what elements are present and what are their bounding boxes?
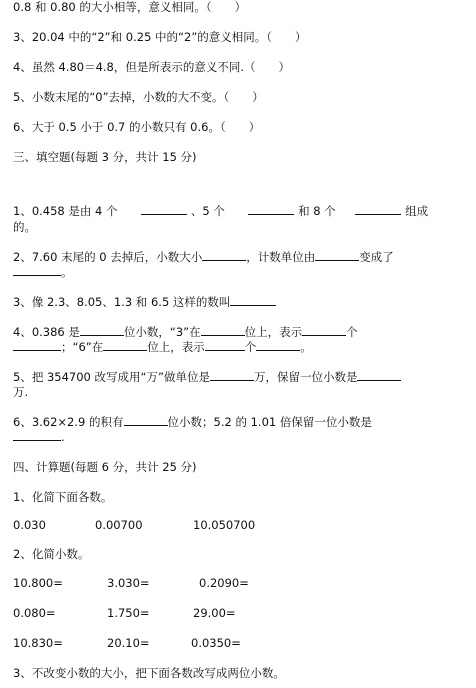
judge-question-2: 0.8 和 0.80 的大小相等，意义相同。（ ） [13, 0, 247, 14]
fill-q4-text-g: 个 [244, 340, 257, 354]
calc-q2-r1-c1: 10.800= [13, 576, 63, 590]
fill-q2-text-d: 。 [61, 265, 73, 279]
fill-q6-text-a: 6、3.62×2.9 的积有 [13, 415, 124, 429]
calc-q2-r2-c3: 29.00= [193, 606, 236, 620]
fill-q5-blank-2[interactable] [357, 370, 401, 381]
fill-q2-blank-1[interactable] [202, 250, 246, 261]
judge-question-5: 5、小数末尾的“0”去掉，小数的大不变。（ ） [13, 90, 264, 104]
fill-question-5 [13, 370, 401, 384]
calc-q2-r3-c1: 10.830= [13, 636, 63, 650]
fill-q1-blank-1[interactable] [141, 204, 187, 215]
fill-q6-blank-1[interactable] [124, 415, 168, 426]
section-title-calc: 四、计算题(每题 6 分，共计 25 分) [13, 460, 197, 474]
fill-q1-text-b: 、5 个 [190, 204, 225, 218]
fill-q5-text-a: 5、把 354700 改写成用“万”做单位是 [13, 370, 210, 384]
fill-q6-text-c: . [61, 430, 65, 444]
fill-q4-blank-4[interactable] [13, 340, 61, 351]
fill-question-6 [13, 415, 372, 429]
fill-q4-text-e: ；“6”在 [61, 340, 104, 354]
fill-q6-text-b: 位小数；5.2 的 1.01 倍保留一位小数是 [167, 415, 372, 429]
calc-question-2-label: 2、化简小数。 [13, 547, 90, 561]
calc-q2-r2-c2: 1.750= [107, 606, 150, 620]
section-title-fill: 三、填空题(每题 3 分，共计 15 分) [13, 150, 197, 164]
fill-q4-blank-2[interactable] [201, 325, 245, 336]
calc-q1-item-2: 0.00700 [95, 518, 143, 532]
judge-question-6: 6、大于 0.5 小于 0.7 的小数只有 0.6。（ ） [13, 120, 261, 134]
fill-question-2 [13, 250, 394, 264]
fill-q2-blank-3[interactable] [13, 265, 61, 276]
calc-question-1-label: 1、化简下面各数。 [13, 490, 113, 504]
fill-q4-text-d: 个 [346, 325, 358, 339]
fill-question-3 [13, 295, 276, 309]
fill-q5-text-b: 万，保留一位小数是 [253, 370, 358, 384]
fill-q4-text-f: 位上，表示 [147, 340, 205, 354]
fill-q4-blank-5[interactable] [103, 340, 147, 351]
fill-q4-blank-6[interactable] [205, 340, 245, 351]
judge-question-4: 4、虽然 4.80＝4.8，但是所表示的意义不同.（ ） [13, 60, 291, 74]
calc-q2-r1-c2: 3.030= [107, 576, 150, 590]
fill-q1-text-c: 和 8 个 [298, 204, 336, 218]
fill-question-4-cont [13, 340, 312, 354]
fill-q5-blank-1[interactable] [210, 370, 254, 381]
fill-q4-text-a: 4、0.386 是 [13, 325, 80, 339]
fill-q4-blank-1[interactable] [80, 325, 124, 336]
fill-question-5-cont: 万. [13, 385, 29, 399]
calc-q2-r3-c3: 0.0350= [191, 636, 241, 650]
calc-q1-item-3: 10.050700 [193, 518, 256, 532]
fill-question-2-cont [13, 265, 73, 279]
fill-question-1 [13, 204, 428, 218]
fill-q1-blank-3[interactable] [355, 204, 401, 215]
judge-question-3: 3、20.04 中的“2”和 0.25 中的“2”的意义相同。（ ） [13, 30, 307, 44]
calc-q2-r1-c3: 0.2090= [199, 576, 249, 590]
fill-q2-text-a: 2、7.60 末尾的 0 去掉后，小数大小 [13, 250, 203, 264]
fill-q1-text-d: 组成 [405, 204, 429, 218]
calc-q2-r3-c2: 20.10= [107, 636, 150, 650]
calc-q2-r2-c1: 0.080= [13, 606, 56, 620]
fill-q4-blank-7[interactable] [256, 340, 300, 351]
fill-q6-blank-2[interactable] [13, 430, 61, 441]
fill-q1-text-a: 1、0.458 是由 4 个 [13, 204, 118, 218]
fill-q3-text-a: 3、像 2.3、8.05、1.3 和 6.5 这样的数叫 [13, 295, 231, 309]
fill-q2-blank-2[interactable] [315, 250, 359, 261]
fill-q4-text-b: 位小数，“3”在 [123, 325, 201, 339]
fill-q4-blank-3[interactable] [302, 325, 346, 336]
fill-question-4 [13, 325, 358, 339]
fill-q2-text-b: ，计数单位由 [246, 250, 316, 264]
fill-q2-text-c: 变成了 [359, 250, 394, 264]
calc-q1-item-1: 0.030 [13, 518, 46, 532]
fill-question-6-cont [13, 430, 65, 444]
fill-q3-blank-1[interactable] [230, 295, 276, 306]
fill-question-1-cont: 的。 [13, 220, 36, 234]
calc-question-3-label: 3、不改变小数的大小，把下面各数改写成两位小数。 [13, 666, 285, 680]
fill-q4-text-h: 。 [300, 340, 312, 354]
fill-q4-text-c: 位上，表示 [244, 325, 303, 339]
fill-q1-blank-2[interactable] [248, 204, 294, 215]
